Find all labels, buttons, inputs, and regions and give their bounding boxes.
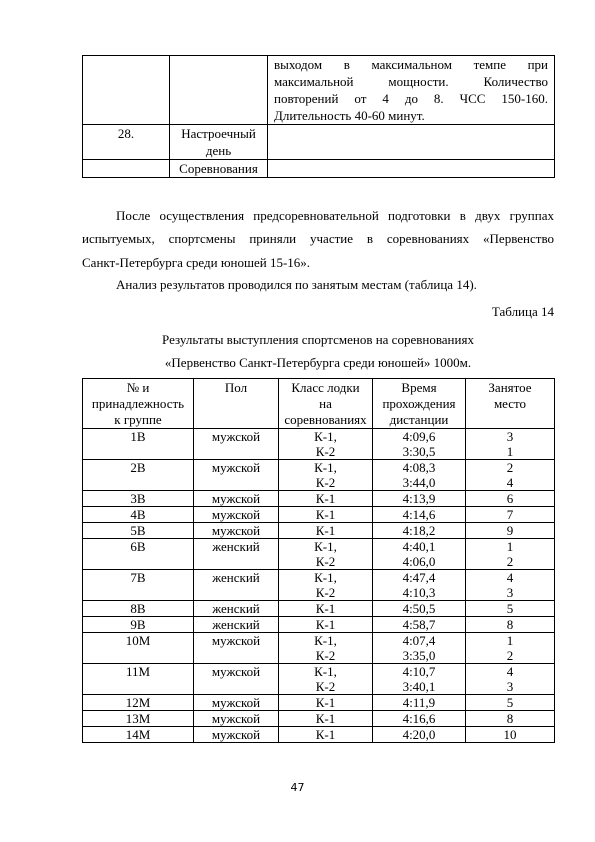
group-id-cell: 3В [83,491,194,507]
table-row [83,601,555,617]
cell-line: 4:09,6 [402,429,436,444]
sex-cell: мужской [194,727,279,743]
cell-line: 3:44,0 [402,475,436,490]
cell-line: 6 [506,491,514,506]
table-row [83,56,555,125]
place-cell [466,429,555,460]
cell-line: 4:58,7 [402,617,436,632]
cell-line: 8 [506,711,514,726]
table-row [83,125,555,160]
table-row [83,429,555,460]
boat-class-cell [279,617,373,633]
cell-line: К-1 [315,507,336,522]
place-cell [466,633,555,664]
time-cell [373,711,466,727]
cell-line: К-1 [315,601,336,616]
day-number-cell: 28. [83,125,170,160]
cell-line: К-1 [315,711,336,726]
cell-line: 2 [506,554,514,569]
cell-line: 4:40,1 [402,539,436,554]
page-number: 47 [290,781,305,794]
sex-cell: женский [194,570,279,601]
training-description-cell [268,56,555,125]
boat-class-cell [279,539,373,570]
boat-class-cell [279,695,373,711]
cell-line: 4:07,4 [402,633,436,648]
competition-cell: Соревнования [170,160,268,178]
cell-line: 3 [506,429,514,444]
group-id-cell: 5В [83,523,194,539]
training-plan-table-continuation [82,55,555,178]
group-id-cell: 1В [83,429,194,460]
table-cell [268,125,555,160]
place-cell [466,711,555,727]
cell-line: 2 [506,460,514,475]
cell-line: 4:20,0 [402,727,436,742]
table-row [83,507,555,523]
cell-line: К-2 [315,585,336,600]
cell-line: К-1 [315,491,336,506]
sex-cell: мужской [194,460,279,491]
paragraph-analysis: Анализ результатов проводился по занятым местам (таблица 14). [116,277,477,292]
table-cell [83,160,170,178]
cell-line: 3 [506,679,514,694]
cell-line: К-1, [314,633,337,648]
cell-line: К-1, [314,664,337,679]
place-cell [466,523,555,539]
sex-cell: мужской [194,664,279,695]
cell-line: К-1, [314,429,337,444]
time-cell [373,570,466,601]
cell-line: 2 [506,648,514,663]
header-line: № и [126,380,150,395]
table-cell [83,56,170,125]
cell-line: К-2 [315,648,336,663]
text-line: Настроечный [181,126,256,141]
day-type-cell [170,125,268,160]
cell-line: К-1, [314,460,337,475]
cell-line: 1 [506,539,514,554]
header-group-id [83,379,194,429]
cell-line: 4:10,7 [402,664,436,679]
boat-class-cell [279,523,373,539]
boat-class-cell [279,429,373,460]
header-line: к группе [114,412,162,427]
boat-class-cell [279,601,373,617]
group-id-cell: 6В [83,539,194,570]
time-cell [373,523,466,539]
group-id-cell: 4В [83,507,194,523]
cell-line: 3:30,5 [402,444,436,459]
cell-line: 4:06,0 [402,554,436,569]
table-row [83,633,555,664]
cell-line: К-1 [315,617,336,632]
header-line: соревнованиях [284,412,367,427]
cell-line: 4 [506,475,514,490]
sex-cell: мужской [194,523,279,539]
cell-line: 4:16,6 [402,711,436,726]
time-cell [373,617,466,633]
table-row [83,617,555,633]
cell-line: 8 [506,617,514,632]
table-row [83,695,555,711]
header-place [466,379,555,429]
time-cell [373,727,466,743]
time-cell [373,539,466,570]
cell-line: К-1 [315,523,336,538]
sex-cell: мужской [194,429,279,460]
time-cell [373,633,466,664]
text-line: Длительность 40-60 минут. [274,108,425,123]
table-row [83,491,555,507]
header-line: Класс лодки [291,380,360,395]
boat-class-cell [279,727,373,743]
group-id-cell: 9В [83,617,194,633]
group-id-cell: 14М [83,727,194,743]
header-line: дистанции [389,412,449,427]
group-id-cell: 11М [83,664,194,695]
text-line: После осуществления предсоревновательной подготовки в двух группах [116,208,554,223]
boat-class-cell [279,711,373,727]
cell-line: 3 [506,585,514,600]
header-line: на [319,396,332,411]
text-line: максимальной мощности. Количество [274,74,548,89]
table-caption [82,328,554,374]
place-cell [466,617,555,633]
header-line: место [493,396,527,411]
cell-line: 3:40,1 [402,679,436,694]
caption-line: «Первенство Санкт-Петербурга среди юношей» 1000м. [164,355,472,370]
sex-cell: женский [194,539,279,570]
header-line: принадлежность [91,396,185,411]
cell-line: 4:13,9 [402,491,436,506]
boat-class-cell [279,570,373,601]
table-row [83,727,555,743]
table-row [83,460,555,491]
cell-line: 5 [506,695,514,710]
sex-cell: мужской [194,695,279,711]
table-cell [268,160,555,178]
sex-cell: мужской [194,491,279,507]
cell-line: 4:10,3 [402,585,436,600]
text-line: повторений от 4 до 8. ЧСС 150-160. [274,91,548,106]
cell-line: К-2 [315,475,336,490]
time-cell [373,491,466,507]
cell-line: 10 [503,727,517,742]
time-cell [373,507,466,523]
cell-line: 4:50,5 [402,601,436,616]
text-line: выходом в максимальном темпе при [274,57,548,72]
place-cell [466,570,555,601]
cell-line: 4:47,4 [402,570,436,585]
boat-class-cell [279,664,373,695]
table-row [83,664,555,695]
group-id-cell: 2В [83,460,194,491]
cell-line: К-1, [314,539,337,554]
cell-line: К-2 [315,679,336,694]
place-cell [466,601,555,617]
table-row [83,523,555,539]
cell-line: 1 [506,444,514,459]
header-line: Занятое [488,380,532,395]
table-row [83,160,555,178]
cell-line: К-2 [315,554,336,569]
cell-line: 4 [506,570,514,585]
place-cell [466,460,555,491]
table-header-row [83,379,555,429]
cell-line: К-1, [314,570,337,585]
header-time [373,379,466,429]
cell-line: К-2 [315,444,336,459]
header-boat-class [279,379,373,429]
header-line: Время [401,380,437,395]
time-cell [373,664,466,695]
text-line: испытуемых, спортсмены приняли участие в соревнованиях «Первенство [82,231,554,246]
boat-class-cell [279,507,373,523]
time-cell [373,601,466,617]
place-cell [466,664,555,695]
table-cell [170,56,268,125]
group-id-cell: 13М [83,711,194,727]
boat-class-cell [279,460,373,491]
cell-line: 7 [506,507,514,522]
place-cell [466,539,555,570]
cell-line: 4:11,9 [402,695,436,710]
group-id-cell: 10М [83,633,194,664]
cell-line: 4:18,2 [402,523,436,538]
group-id-cell: 8В [83,601,194,617]
sex-cell: мужской [194,633,279,664]
header-line: Пол [224,380,248,395]
place-cell [466,491,555,507]
cell-line: 5 [506,601,514,616]
place-cell [466,507,555,523]
cell-line: 9 [506,523,514,538]
cell-line: 4:14,6 [402,507,436,522]
header-sex [194,379,279,429]
results-table [82,378,555,743]
place-cell [466,727,555,743]
sex-cell: женский [194,601,279,617]
place-cell [466,695,555,711]
header-line: прохождения [382,396,456,411]
cell-line: К-1 [315,695,336,710]
sex-cell: мужской [194,507,279,523]
sex-cell: женский [194,617,279,633]
cell-line: 4:08,3 [402,460,436,475]
cell-line: 4 [506,664,514,679]
cell-line: 1 [506,633,514,648]
group-id-cell: 7В [83,570,194,601]
cell-line: К-1 [315,727,336,742]
boat-class-cell [279,633,373,664]
text-line: Санкт-Петербурга среди юношей 15-16». [82,255,311,270]
table-row [83,711,555,727]
table-label: Таблица 14 [491,304,554,319]
cell-line: 3:35,0 [402,648,436,663]
table-row [83,570,555,601]
group-id-cell: 12М [83,695,194,711]
time-cell [373,460,466,491]
text-line: день [205,143,232,158]
caption-line: Результаты выступления спортсменов на соревнованиях [162,332,474,347]
sex-cell: мужской [194,711,279,727]
time-cell [373,695,466,711]
time-cell [373,429,466,460]
paragraph-intro [82,204,554,275]
boat-class-cell [279,491,373,507]
table-row [83,539,555,570]
